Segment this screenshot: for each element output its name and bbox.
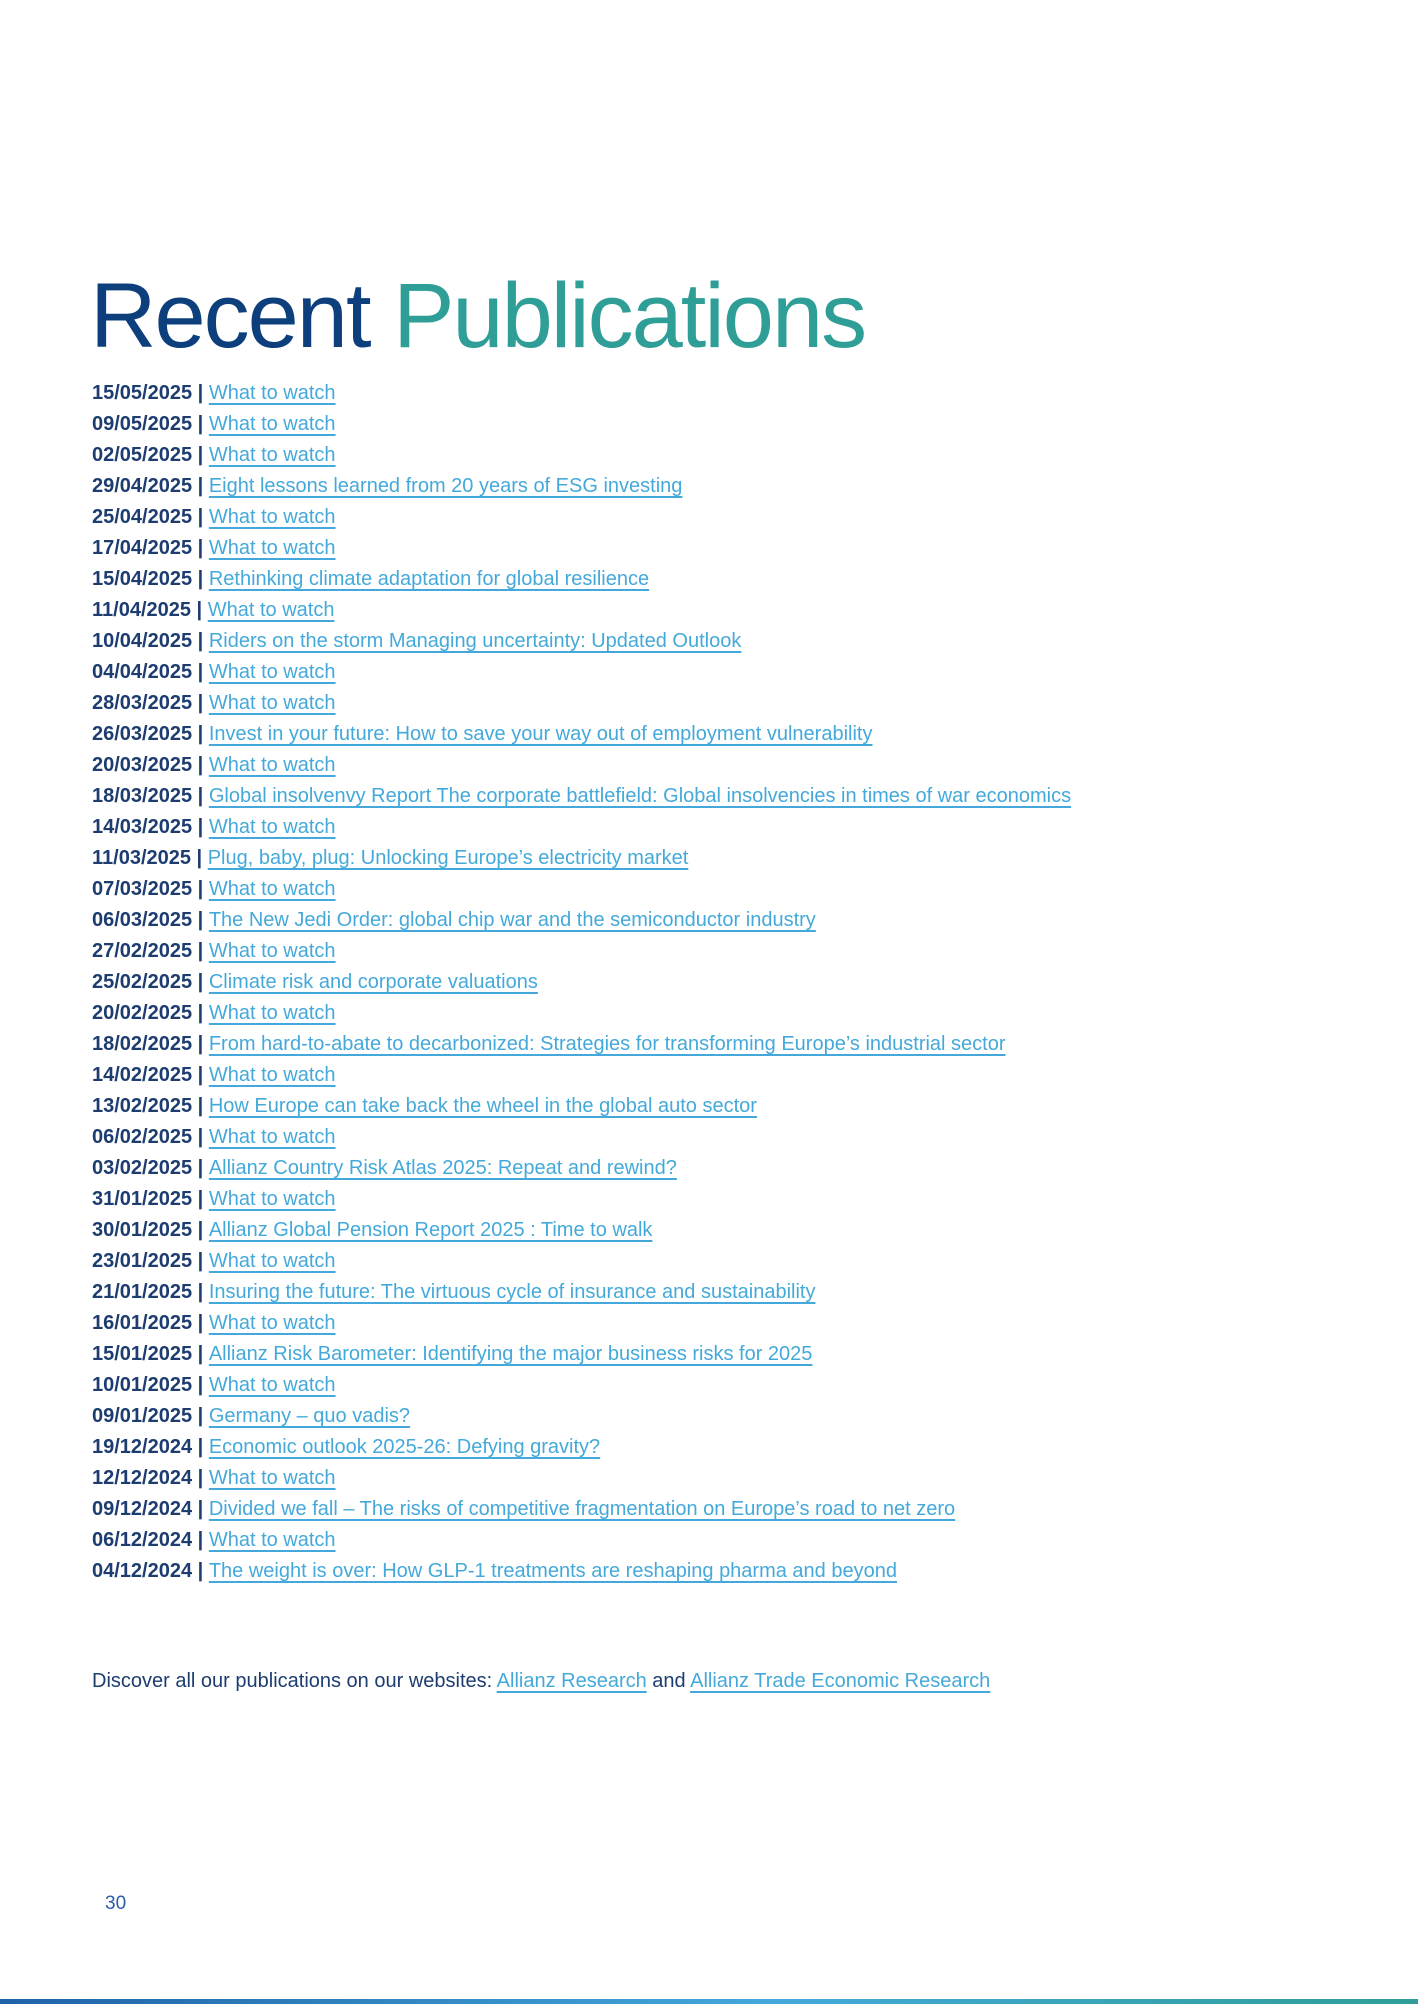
publication-date: 21/01/2025 — [92, 1281, 193, 1303]
publication-row — [92, 781, 1071, 812]
date-title-separator: | — [192, 1374, 209, 1396]
date-title-separator: | — [192, 1064, 209, 1086]
date-title-separator: | — [192, 1188, 209, 1210]
publication-row — [92, 1494, 1071, 1525]
date-title-separator: | — [192, 785, 209, 807]
publication-row — [92, 1308, 1071, 1339]
date-title-separator: | — [192, 1219, 209, 1241]
publication-row — [92, 1556, 1071, 1587]
publication-row — [92, 1184, 1071, 1215]
page-title-word-publications: Publications — [393, 264, 866, 367]
date-title-separator: | — [191, 847, 208, 869]
date-title-separator: | — [192, 692, 209, 714]
publication-row — [92, 843, 1071, 874]
publication-date: 07/03/2025 — [92, 878, 193, 900]
publication-link[interactable]: What to watch — [208, 661, 336, 683]
publication-date: 04/12/2024 — [92, 1560, 193, 1582]
publication-date: 10/01/2025 — [92, 1374, 193, 1396]
publication-link[interactable]: How Europe can take back the wheel in the global auto sector — [208, 1095, 757, 1117]
publication-row — [92, 1246, 1071, 1277]
publication-date: 28/03/2025 — [92, 692, 193, 714]
publication-date: 31/01/2025 — [92, 1188, 193, 1210]
publication-date: 10/04/2025 — [92, 630, 193, 652]
date-title-separator: | — [192, 568, 209, 590]
publication-row — [92, 936, 1071, 967]
publication-link[interactable]: The New Jedi Order: global chip war and the semiconductor industry — [208, 909, 816, 931]
publication-link[interactable]: What to watch — [208, 1064, 336, 1086]
page-title-word-recent: Recent — [90, 264, 394, 367]
publication-date: 03/02/2025 — [92, 1157, 193, 1179]
date-title-separator: | — [192, 878, 209, 900]
publication-date: 13/02/2025 — [92, 1095, 193, 1117]
date-title-separator: | — [192, 413, 209, 435]
publication-row — [92, 750, 1071, 781]
publication-link[interactable]: What to watch — [208, 1002, 336, 1024]
date-title-separator: | — [192, 1002, 209, 1024]
publication-link[interactable]: What to watch — [208, 413, 336, 435]
publications-list — [92, 378, 1071, 1587]
publication-row — [92, 1215, 1071, 1246]
publication-link[interactable]: Insuring the future: The virtuous cycle of insurance and sustainability — [208, 1281, 816, 1303]
publication-link[interactable]: What to watch — [207, 599, 335, 621]
publication-row — [92, 1091, 1071, 1122]
publication-row — [92, 1029, 1071, 1060]
date-title-separator: | — [192, 506, 209, 528]
bottom-accent-bar — [0, 1999, 1418, 2004]
publication-row — [92, 1153, 1071, 1184]
publication-link[interactable]: Riders on the storm Managing uncertainty: Updated Outlook — [208, 630, 742, 652]
publication-row — [92, 967, 1071, 998]
date-title-separator: | — [192, 1250, 209, 1272]
date-title-separator: | — [192, 661, 209, 683]
publication-date: 16/01/2025 — [92, 1312, 193, 1334]
publication-row — [92, 1277, 1071, 1308]
date-title-separator: | — [192, 1033, 209, 1055]
page-title — [90, 264, 866, 367]
publication-date: 14/03/2025 — [92, 816, 193, 838]
publication-date: 11/04/2025 — [92, 599, 191, 621]
publication-row — [92, 1432, 1071, 1463]
date-title-separator: | — [192, 444, 209, 466]
publication-row — [92, 657, 1071, 688]
date-title-separator: | — [192, 1529, 209, 1551]
publication-row — [92, 1401, 1071, 1432]
publication-link[interactable]: Allianz Global Pension Report 2025 : Time to walk — [208, 1219, 653, 1241]
publication-date: 11/03/2025 — [92, 847, 191, 869]
date-title-separator: | — [192, 971, 209, 993]
publication-link[interactable]: Allianz Risk Barometer: Identifying the major business risks for 2025 — [208, 1343, 813, 1365]
publication-link[interactable]: What to watch — [208, 1529, 336, 1551]
publication-row — [92, 440, 1071, 471]
publication-row — [92, 905, 1071, 936]
publication-link[interactable]: What to watch — [208, 537, 336, 559]
publication-link[interactable]: What to watch — [208, 1467, 336, 1489]
publication-date: 25/04/2025 — [92, 506, 193, 528]
date-title-separator: | — [192, 382, 209, 404]
publication-link[interactable]: Germany – quo vadis? — [208, 1405, 411, 1427]
publication-row — [92, 688, 1071, 719]
publication-date: 06/12/2024 — [92, 1529, 193, 1551]
publication-date: 27/02/2025 — [92, 940, 193, 962]
publication-row — [92, 998, 1071, 1029]
publication-link[interactable]: Global insolvenvy Report The corporate battlefield: Global insolvencies in times of war economics — [208, 785, 1072, 807]
publication-row — [92, 1339, 1071, 1370]
footer-websites-line — [92, 1670, 990, 1693]
publication-link[interactable]: Plug, baby, plug: Unlocking Europe’s electricity market — [207, 847, 689, 869]
allianz-research-link[interactable]: Allianz Research — [496, 1670, 647, 1692]
publication-row — [92, 874, 1071, 905]
publication-date: 18/03/2025 — [92, 785, 193, 807]
publication-link[interactable]: What to watch — [208, 816, 336, 838]
date-title-separator: | — [192, 1312, 209, 1334]
publication-link[interactable]: What to watch — [208, 878, 336, 900]
publication-link[interactable]: Invest in your future: How to save your way out of employment vulnerability — [208, 723, 873, 745]
publication-date: 15/05/2025 — [92, 382, 193, 404]
publication-date: 23/01/2025 — [92, 1250, 193, 1272]
publication-row — [92, 533, 1071, 564]
publication-date: 09/05/2025 — [92, 413, 193, 435]
publication-row — [92, 719, 1071, 750]
publication-date: 17/04/2025 — [92, 537, 193, 559]
publication-row — [92, 471, 1071, 502]
date-title-separator: | — [192, 1095, 209, 1117]
publication-link[interactable]: Rethinking climate adaptation for global resilience — [208, 568, 650, 590]
publication-link[interactable]: What to watch — [208, 1312, 336, 1334]
date-title-separator: | — [192, 1467, 209, 1489]
publication-link[interactable]: The weight is over: How GLP-1 treatments are reshaping pharma and beyond — [208, 1560, 897, 1582]
date-title-separator: | — [192, 1126, 209, 1148]
date-title-separator: | — [192, 1343, 209, 1365]
publication-link[interactable]: Climate risk and corporate valuations — [208, 971, 538, 993]
publication-link[interactable]: What to watch — [208, 444, 336, 466]
date-title-separator: | — [192, 754, 209, 776]
publication-link[interactable]: What to watch — [208, 754, 336, 776]
publication-row — [92, 812, 1071, 843]
publication-date: 09/01/2025 — [92, 1405, 193, 1427]
publication-row — [92, 564, 1071, 595]
publication-row — [92, 502, 1071, 533]
publication-link[interactable]: What to watch — [208, 1250, 336, 1272]
footer-conjunction-text: and — [646, 1670, 691, 1692]
publication-date: 06/02/2025 — [92, 1126, 193, 1148]
page-number: 30 — [105, 1893, 127, 1914]
publication-date: 25/02/2025 — [92, 971, 193, 993]
date-title-separator: | — [192, 1281, 209, 1303]
publication-link[interactable]: Divided we fall – The risks of competitive fragmentation on Europe’s road to net zero — [208, 1498, 956, 1520]
publication-date: 15/01/2025 — [92, 1343, 193, 1365]
publication-row — [92, 409, 1071, 440]
publication-date: 20/03/2025 — [92, 754, 193, 776]
publication-link[interactable]: Economic outlook 2025-26: Defying gravity? — [208, 1436, 601, 1458]
publication-date: 15/04/2025 — [92, 568, 193, 590]
date-title-separator: | — [192, 1157, 209, 1179]
publication-row — [92, 1060, 1071, 1091]
publication-date: 14/02/2025 — [92, 1064, 193, 1086]
publication-row — [92, 1122, 1071, 1153]
publication-link[interactable]: What to watch — [208, 1374, 336, 1396]
publication-date: 29/04/2025 — [92, 475, 193, 497]
date-title-separator: | — [191, 599, 208, 621]
date-title-separator: | — [192, 537, 209, 559]
allianz-trade-economic-research-link[interactable]: Allianz Trade Economic Research — [690, 1670, 991, 1692]
date-title-separator: | — [192, 1405, 209, 1427]
publication-date: 04/04/2025 — [92, 661, 193, 683]
publication-date: 19/12/2024 — [92, 1436, 193, 1458]
date-title-separator: | — [192, 1498, 209, 1520]
date-title-separator: | — [192, 630, 209, 652]
publication-date: 20/02/2025 — [92, 1002, 193, 1024]
date-title-separator: | — [192, 816, 209, 838]
date-title-separator: | — [192, 909, 209, 931]
publication-row — [92, 1525, 1071, 1556]
publication-row — [92, 1370, 1071, 1401]
date-title-separator: | — [192, 1436, 209, 1458]
publication-link[interactable]: What to watch — [208, 1126, 336, 1148]
publication-date: 06/03/2025 — [92, 909, 193, 931]
date-title-separator: | — [192, 940, 209, 962]
date-title-separator: | — [192, 475, 209, 497]
publication-date: 26/03/2025 — [92, 723, 193, 745]
publication-row — [92, 378, 1071, 409]
publication-link[interactable]: What to watch — [208, 506, 336, 528]
publication-date: 09/12/2024 — [92, 1498, 193, 1520]
date-title-separator: | — [192, 1560, 209, 1582]
publication-link[interactable]: Eight lessons learned from 20 years of ESG investing — [208, 475, 683, 497]
publication-link[interactable]: What to watch — [208, 692, 336, 714]
publication-row — [92, 595, 1071, 626]
publication-date: 18/02/2025 — [92, 1033, 193, 1055]
publication-link[interactable]: Allianz Country Risk Atlas 2025: Repeat and rewind? — [208, 1157, 677, 1179]
publication-link[interactable]: What to watch — [208, 940, 336, 962]
publication-row — [92, 1463, 1071, 1494]
publication-link[interactable]: What to watch — [208, 382, 336, 404]
publication-date: 30/01/2025 — [92, 1219, 193, 1241]
publication-link[interactable]: What to watch — [208, 1188, 336, 1210]
publication-link[interactable]: From hard-to-abate to decarbonized: Strategies for transforming Europe’s industrial sector — [208, 1033, 1006, 1055]
publication-date: 12/12/2024 — [92, 1467, 193, 1489]
publication-row — [92, 626, 1071, 657]
publication-date: 02/05/2025 — [92, 444, 193, 466]
footer-prefix-text: Discover all our publications on our websites: — [92, 1670, 497, 1692]
date-title-separator: | — [192, 723, 209, 745]
